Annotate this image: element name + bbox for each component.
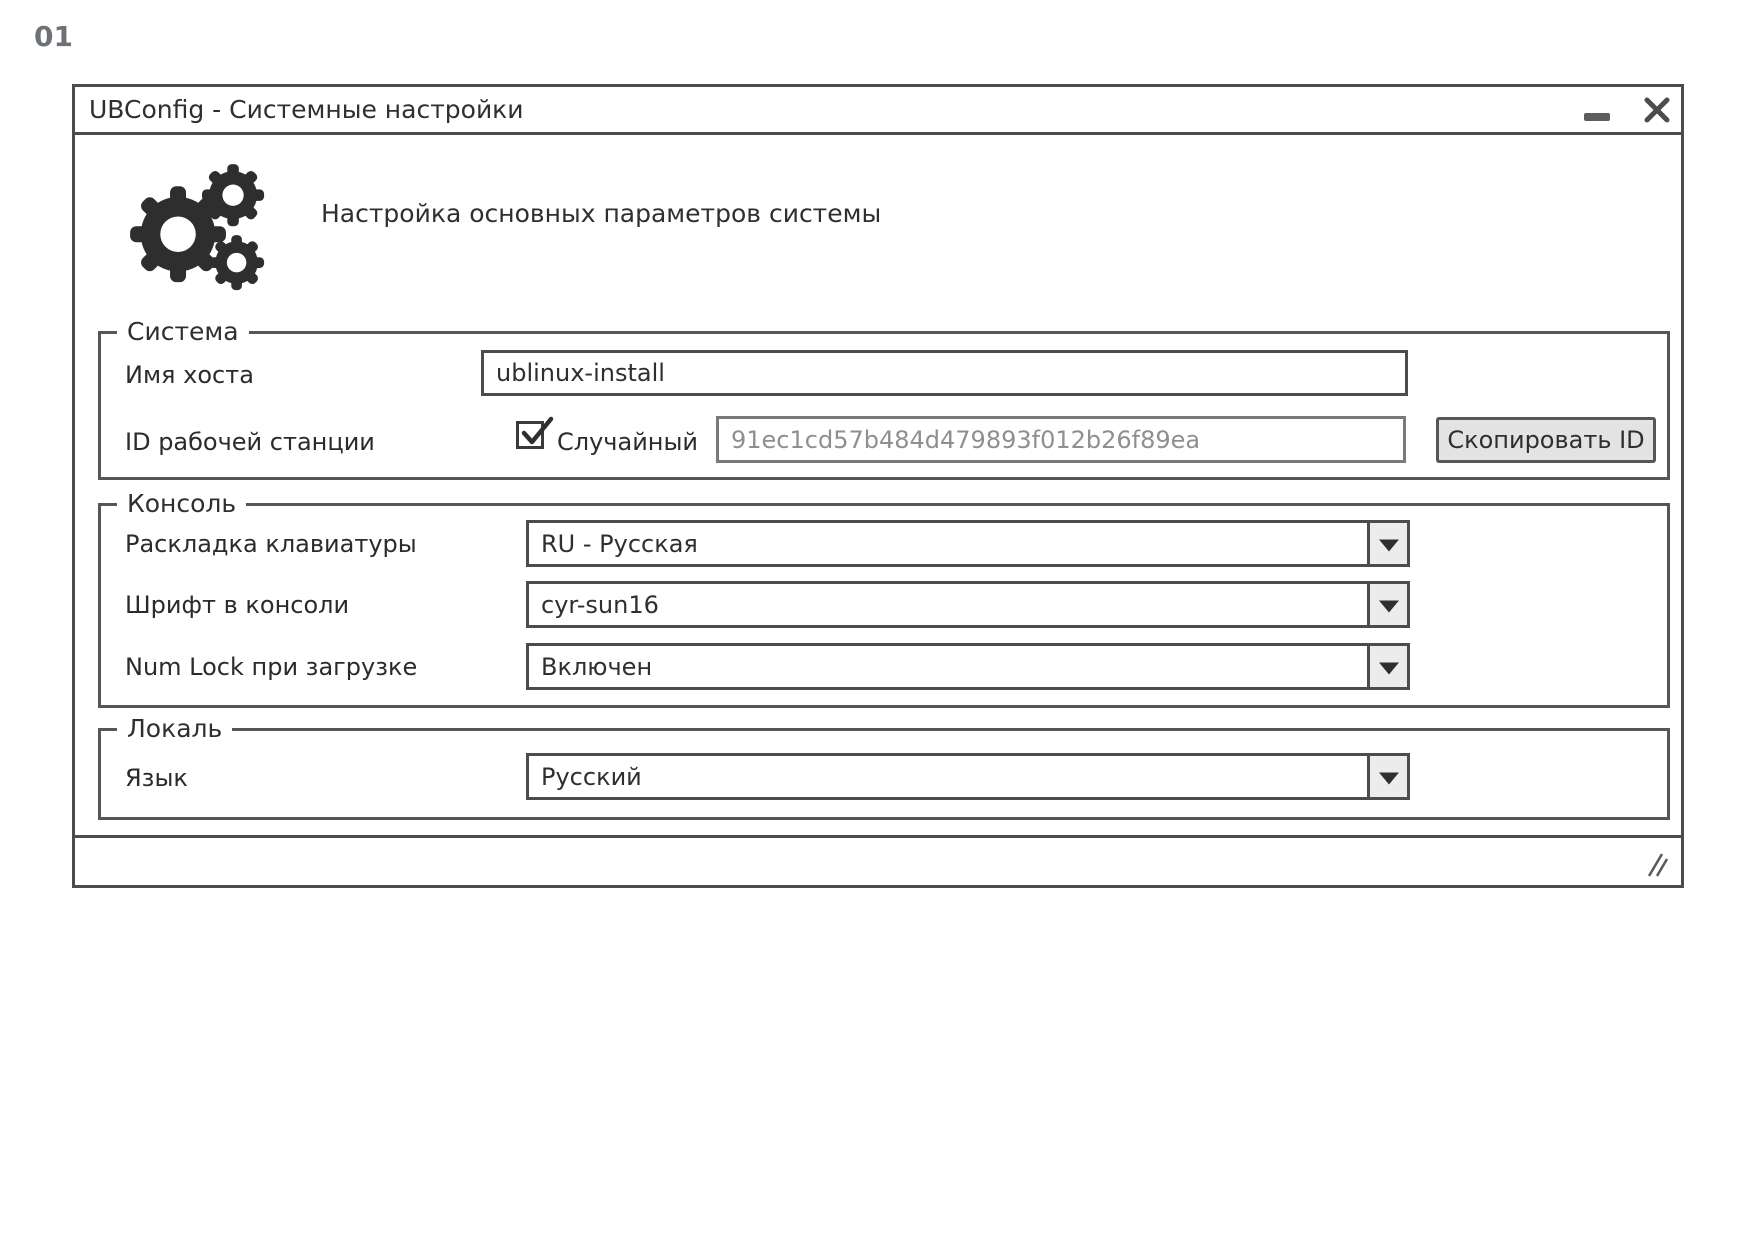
language-label: Язык [125,764,188,792]
ubconfig-window [72,84,1684,888]
minimize-icon [1584,113,1610,121]
group-system-legend: Система [117,317,249,346]
workstation-id-label: ID рабочей станции [125,428,375,456]
status-bar [75,835,1681,885]
numlock-label: Num Lock при загрузке [125,653,418,681]
keyboard-layout-label: Раскладка клавиатуры [125,530,417,558]
numlock-select[interactable] [526,643,1410,690]
keyboard-layout-value: RU - Русская [541,530,698,558]
minimize-button[interactable] [1575,99,1619,125]
language-value: Русский [541,763,642,791]
hostname-input[interactable] [481,350,1408,396]
console-font-value: cyr-sun16 [541,591,659,619]
close-button[interactable] [1635,93,1679,129]
group-locale-legend: Локаль [117,714,232,743]
console-font-label: Шрифт в консоли [125,591,350,619]
keyboard-layout-select[interactable] [526,520,1410,567]
window-title: UBConfig - Системные настройки [89,95,524,124]
group-console-legend: Консоль [117,489,246,518]
chevron-down-icon [1367,756,1407,797]
random-id-checkbox-label[interactable]: Случайный [557,428,699,456]
resize-grip-icon[interactable] [1647,852,1671,878]
checkmark-icon [520,415,554,449]
hostname-label: Имя хоста [125,361,254,389]
title-bar [75,87,1681,135]
random-id-checkbox[interactable] [516,421,544,449]
copy-id-button[interactable]: Скопировать ID [1436,417,1656,463]
language-select[interactable] [526,753,1410,800]
chevron-down-icon [1367,523,1407,564]
figure-label: 01 [34,20,73,53]
numlock-value: Включен [541,653,653,681]
console-font-select[interactable] [526,581,1410,628]
chevron-down-icon [1367,646,1407,687]
window-subtitle: Настройка основных параметров системы [321,199,882,228]
gears-icon [123,163,265,293]
workstation-id-input[interactable] [716,416,1406,463]
close-icon [1642,95,1672,125]
chevron-down-icon [1367,584,1407,625]
